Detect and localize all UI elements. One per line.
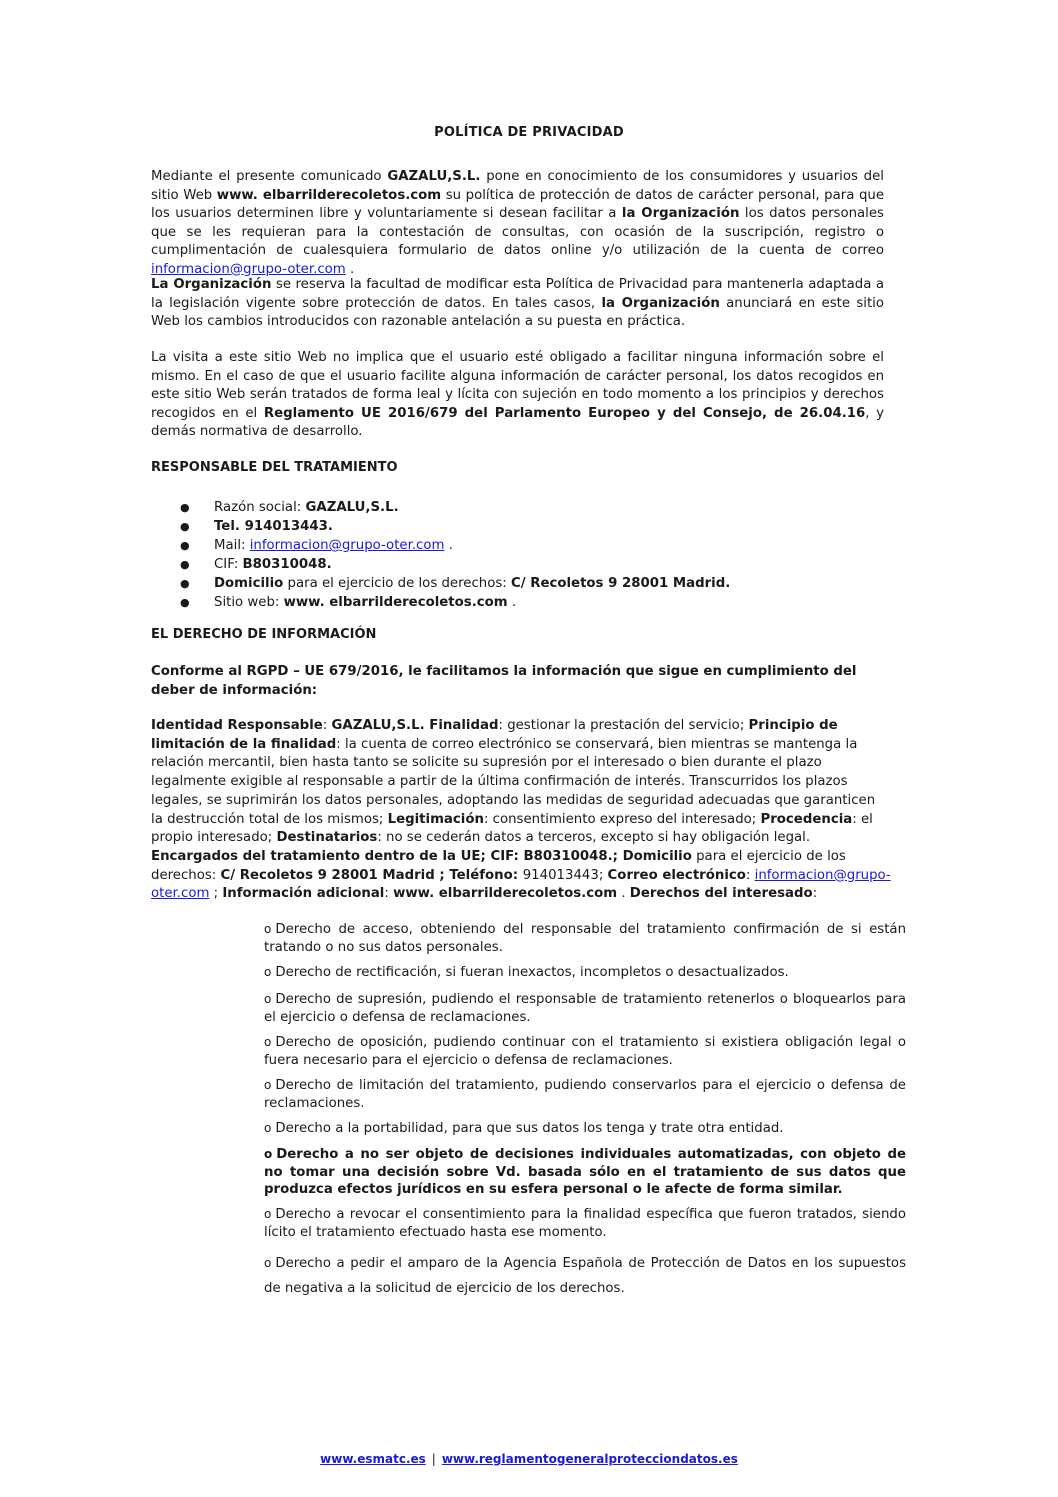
right-item — [264, 1120, 906, 1138]
item-label: Domicilio — [214, 576, 284, 591]
label: Derechos del interesado — [629, 886, 813, 902]
list-item — [180, 498, 730, 517]
right-item — [264, 1034, 906, 1069]
paragraph-text: , y demás normativa de desarrollo. — [151, 405, 885, 439]
footer-separator: | — [431, 1452, 436, 1466]
intro-text: los datos personales que se les requieran para la contestación de consultas, con ocasión de la suscripción, registro o cumplimentación de cualesquiera formulario de datos online y/o utilización de la cuenta de correo — [151, 206, 884, 258]
right-item — [264, 1077, 906, 1112]
item-suffix: . — [444, 538, 453, 553]
label: GAZALU,S.L. Finalidad — [331, 718, 499, 733]
list-item — [180, 574, 730, 593]
paragraph-text: La visita a este sitio Web no implica que el usuario esté obligado a facilitar ninguna información sobre el mismo. En el caso de que el usuario facilite alguna información de carácter personal, los datos recogidos en este sitio Web serán tratados de forma leal y lícita con sujeción en todo momento a los principios y derechos recogidos en el — [151, 350, 884, 421]
label: Información adicional — [222, 886, 385, 902]
company-name: GAZALU,S.L. — [387, 169, 481, 184]
text: : no se cederán datos a terceros, excepto si hay obligación legal. — [377, 830, 811, 846]
list-item — [180, 593, 730, 612]
label: Legitimación — [387, 811, 484, 827]
item-value: www. elbarrilderecoletos.com — [283, 595, 508, 610]
text: : — [812, 886, 818, 902]
website-name: www. elbarrilderecoletos.com — [393, 886, 618, 902]
responsable-heading: RESPONSABLE DEL TRATAMIENTO — [151, 460, 398, 475]
organization-label: la Organización — [601, 295, 720, 311]
responsable-list — [180, 498, 730, 612]
bullet-icon: ● — [180, 539, 190, 552]
item-label: Sitio web: — [214, 595, 284, 610]
intro-text: Mediante el presente comunicado — [151, 169, 388, 184]
paragraph-text: anunciará en este sitio Web los cambios introducidos con razonable antelación a su puesta en práctica. — [151, 295, 884, 329]
right-text: Derecho de oposición, pudiendo continuar con el tratamiento si existiera obligación legal o fuera necesario para el ejercicio o defensa de reclamaciones. — [264, 1035, 906, 1068]
text: : — [322, 718, 332, 733]
footer-links — [0, 1452, 1058, 1466]
right-text: Derecho a pedir el amparo de la Agencia Española de Protección de Datos en los supuestos de negativa a la solicitud de ejercicio de los derechos. — [264, 1256, 906, 1296]
intro-text: pone en conocimiento de los consumidores y usuarios del sitio Web — [151, 169, 884, 203]
text: : — [384, 886, 394, 902]
circle-bullet-icon: o — [264, 1256, 272, 1270]
page-title: POLÍTICA DE PRIVACIDAD — [434, 125, 624, 140]
text: : la cuenta de correo electrónico se conservará, bien mientras se mantenga la relación mercantil, bien hasta tanto se solicite su supresión por el interesado o bien durante el plazo legalmente exigible al responsable a partir de la última confirmación de interés. Transcurridos los plazos legales, se suprimirán los datos personales, adoptando las medidas de seguridad adecuadas que garanticen la destrucción total de los mismos; — [151, 736, 876, 827]
email-link[interactable]: informacion@grupo-oter.com — [151, 261, 346, 277]
bullet-icon: ● — [180, 501, 190, 514]
footer-link-esmatc[interactable]: www.esmatc.es — [320, 1452, 426, 1466]
text: para el ejercicio de los derechos: — [151, 848, 846, 883]
text: : consentimiento expreso del interesado; — [483, 811, 761, 827]
text: 914013443; — [522, 867, 608, 883]
list-item — [180, 536, 730, 555]
item-value: GAZALU,S.L. — [305, 500, 399, 515]
text: : — [745, 867, 755, 883]
modification-paragraph — [151, 276, 884, 332]
right-item — [264, 921, 906, 956]
footer-link-reglamento[interactable]: www.reglamentogeneralprotecciondatos.es — [441, 1452, 738, 1466]
item-value: 914013443. — [244, 519, 333, 534]
item-value: B80310048. — [242, 557, 332, 572]
label: C/ Recoletos 9 28001 Madrid ; Teléfono: — [220, 867, 523, 883]
label: Identidad Responsable — [151, 718, 323, 733]
email-link[interactable]: informacion@grupo-oter.com — [151, 867, 891, 902]
right-text: Derecho de limitación del tratamiento, pudiendo conservarlos para el ejercicio o defensa de reclamaciones. — [264, 1078, 906, 1111]
item-label: Tel. — [214, 519, 245, 534]
item-suffix: . — [507, 595, 517, 610]
bullet-icon: ● — [180, 577, 190, 590]
text: : gestionar la prestación del servicio; — [498, 718, 749, 733]
circle-bullet-icon: o — [264, 1035, 272, 1049]
right-text: Derecho a la portabilidad, para que sus datos los tenga y trate otra entidad. — [275, 1121, 784, 1136]
label: Procedencia — [760, 811, 853, 827]
circle-bullet-icon: o — [264, 1207, 272, 1221]
derecho-heading: EL DERECHO DE INFORMACIÓN — [151, 627, 377, 642]
conforme-paragraph: Conforme al RGPD – UE 679/2016, le facilitamos la información que sigue en cumplimiento del deber de información: — [151, 664, 857, 698]
regulation-reference: Reglamento UE 2016/679 del Parlamento Europeo y del Consejo, de 26.04.16 — [263, 405, 866, 421]
item-label: Razón social: — [214, 500, 306, 515]
organization-label: la Organización — [621, 206, 740, 221]
text: : el propio interesado; — [151, 811, 873, 846]
right-item — [264, 991, 906, 1026]
list-item — [180, 555, 730, 574]
paragraph-text: se reserva la facultad de modificar esta Política de Privacidad para mantenerla adaptada a la legislación vigente sobre protección de datos. En tales casos, — [151, 277, 884, 311]
text: ; — [209, 886, 223, 902]
item-text: para el ejercicio de los derechos: — [283, 576, 511, 591]
right-text: Derecho de rectificación, si fueran inexactos, incompletos o desactualizados. — [275, 965, 789, 980]
label: Principio de limitación de la finalidad — [151, 718, 838, 752]
right-text: Derecho de acceso, obteniendo del responsable del tratamiento confirmación de si están tratando o no sus datos personales. — [264, 922, 906, 955]
right-item — [264, 1206, 906, 1241]
circle-bullet-icon: o — [264, 992, 272, 1006]
email-link[interactable]: informacion@grupo-oter.com — [249, 538, 445, 553]
bullet-icon: ● — [180, 520, 190, 533]
website-name: www. elbarrilderecoletos.com — [216, 187, 442, 203]
organization-label: La Organización — [151, 277, 272, 292]
right-item — [264, 964, 906, 982]
circle-bullet-icon: o — [264, 922, 272, 936]
list-item — [180, 517, 730, 536]
right-item — [264, 1251, 906, 1301]
item-label: CIF: — [214, 557, 243, 572]
bullet-icon: ● — [180, 558, 190, 571]
label: Correo electrónico — [607, 867, 746, 883]
circle-bullet-icon: o — [264, 1078, 272, 1092]
circle-bullet-icon: o — [264, 1121, 272, 1135]
intro-text: su política de protección de datos de carácter personal, para que los usuarios determinen libre y voluntariamente si desean facilitar a — [151, 187, 885, 221]
text: . — [617, 886, 630, 902]
label: Encargados del tratamiento dentro de la UE; CIF: B80310048.; Domicilio — [151, 848, 692, 864]
item-label: Mail: — [214, 538, 250, 553]
right-item — [264, 1146, 906, 1199]
identidad-paragraph — [151, 717, 891, 904]
right-text: Derecho a revocar el consentimiento para la finalidad específica que fueron tratados, siendo lícito el tratamiento efectuado hasta ese momento. — [264, 1207, 906, 1240]
intro-text: . — [345, 261, 355, 277]
bullet-icon: ● — [180, 596, 190, 609]
visit-paragraph — [151, 349, 884, 442]
circle-bullet-icon: o — [264, 965, 272, 979]
label: Destinatarios — [276, 830, 378, 846]
circle-bullet-icon: o — [264, 1147, 273, 1161]
right-text: Derecho de supresión, pudiendo el responsable de tratamiento retenerlos o bloquearlos para el ejercicio o defensa de reclamaciones. — [264, 992, 906, 1025]
item-value: C/ Recoletos 9 28001 Madrid. — [510, 576, 731, 591]
right-text: Derecho a no ser objeto de decisiones individuales automatizadas, con objeto de no tomar una decisión sobre Vd. basada sólo en el tratamiento de sus datos que produzca efectos jurídicos en su esfera personal o le afecte de forma similar. — [264, 1147, 906, 1197]
intro-paragraph — [151, 168, 884, 279]
